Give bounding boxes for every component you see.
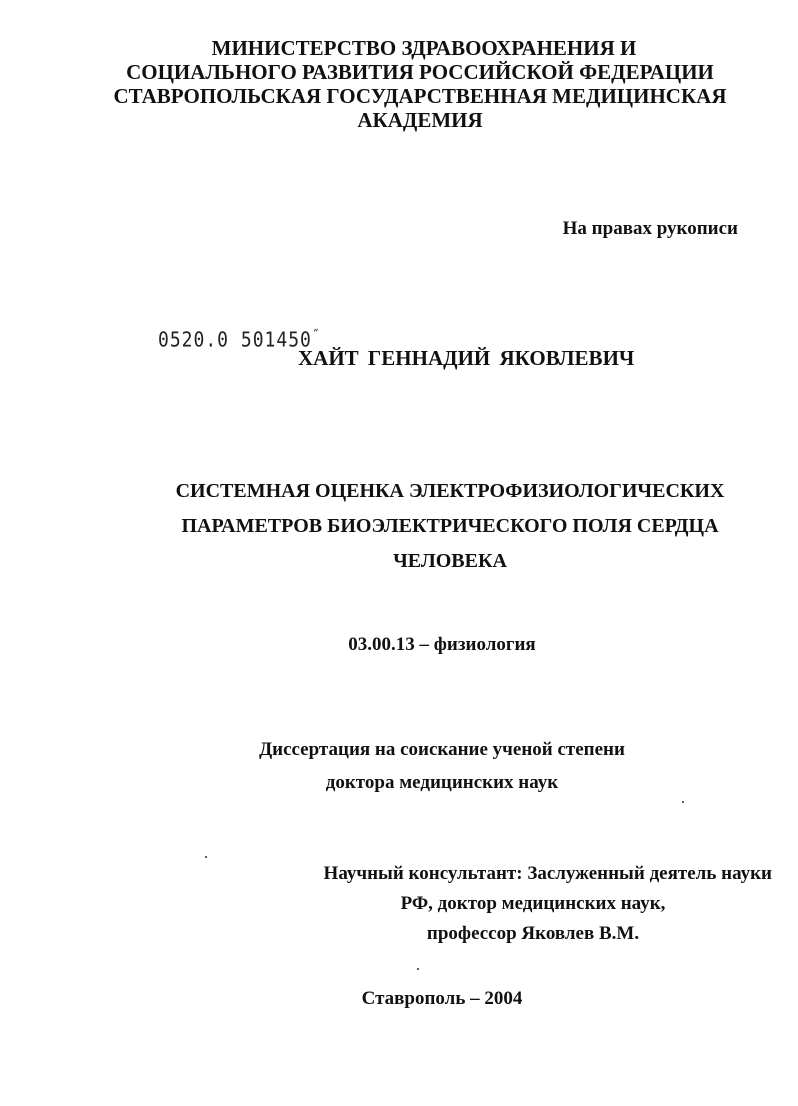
ministry-line: СТАВРОПОЛЬСКАЯ ГОСУДАРСТВЕННАЯ МЕДИЦИНСКАЯ [113,84,727,108]
title-line: ЧЕЛОВЕКА [393,550,507,572]
manuscript-rights-note: На правах рукописи [562,218,738,239]
degree-line: доктора медицинских наук [325,772,559,793]
city-year: Ставрополь – 2004 [361,988,523,1009]
advisor-line: Научный консультант: Заслуженный деятель науки [323,863,772,884]
scan-speck [417,968,419,970]
scan-speck [205,856,207,858]
advisor-line: РФ, доктор медицинских наук, [400,893,666,914]
registry-stamp [158,328,320,352]
ministry-header [0,36,798,132]
author-name: ХАЙТ ГЕННАДИЙ ЯКОВЛЕВИЧ [298,346,635,370]
advisor-line: профессор Яковлев В.М. [426,923,640,944]
ministry-line: МИНИСТЕРСТВО ЗДРАВООХРАНЕНИЯ И [211,36,637,60]
title-line: СИСТЕМНАЯ ОЦЕНКА ЭЛЕКТРОФИЗИОЛОГИЧЕСКИХ [175,480,725,502]
registry-stamp-number: 0520.0 501450 [158,328,312,353]
degree-statement [0,733,798,799]
ministry-line: СОЦИАЛЬНОГО РАЗВИТИЯ РОССИЙСКОЙ ФЕДЕРАЦИИ [126,60,714,84]
stamp-tick-mark: ˝ [311,328,321,345]
specialty-code: 03.00.13 – физиология [348,634,536,655]
scientific-advisor [300,859,772,949]
dissertation-title [160,474,740,579]
ministry-line: АКАДЕМИЯ [357,108,483,132]
scan-speck [682,801,684,803]
title-line: ПАРАМЕТРОВ БИОЭЛЕКТРИЧЕСКОГО ПОЛЯ СЕРДЦА [181,515,719,537]
degree-line: Диссертация на соискание ученой степени [259,739,625,760]
